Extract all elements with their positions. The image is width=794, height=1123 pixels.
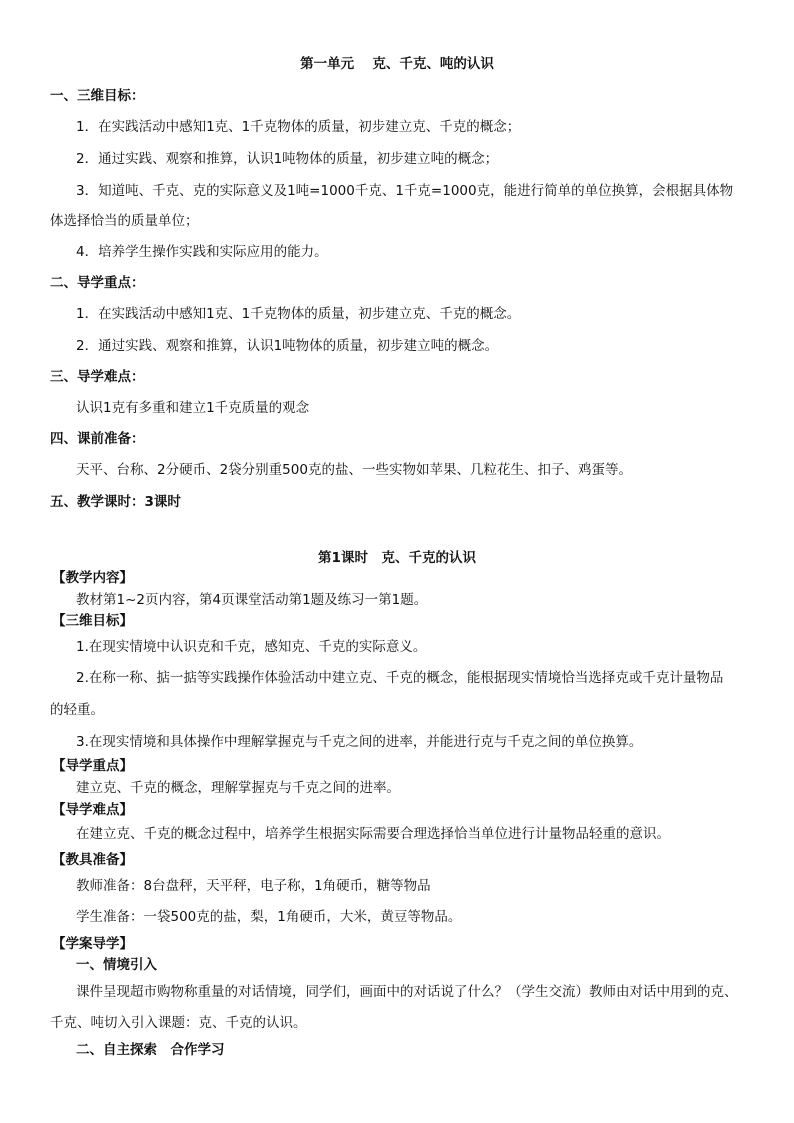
goal-item: 3．知道吨、千克、克的实际意义及1吨=1000千克、1千克=1000克，能进行简单的单位换算，会根据具体物	[76, 183, 734, 199]
goal-item: 4．培养学生操作实践和实际应用的能力。	[76, 244, 328, 260]
unit-title: 第一单元 克、千克、吨的认识	[300, 56, 494, 72]
student-preparation: 学生准备：一袋500克的盐，梨，1角硬币，大米，黄豆等物品。	[76, 909, 462, 925]
section-heading-difficulty: 三、导学难点：	[50, 369, 145, 385]
guided-learning-heading: 【学案导学】	[52, 936, 133, 952]
scenario-paragraph-continued: 千克、吨切入引入课题：克、千克的认识。	[50, 1015, 307, 1031]
key-point-item: 2．通过实践、观察和推算，认识1吨物体的质量，初步建立吨的概念。	[76, 338, 499, 354]
lesson-title: 第1课时 克、千克的认识	[318, 550, 476, 566]
section-heading-preparation: 四、课前准备：	[50, 431, 145, 447]
lesson-key-heading: 【导学重点】	[52, 758, 133, 774]
section-heading-lessons: 五、教学课时：3课时	[50, 494, 181, 510]
step-heading: 一、情境引入	[76, 957, 157, 973]
section-heading-goals: 一、三维目标：	[50, 88, 145, 104]
three-goals-heading: 【三维目标】	[52, 613, 133, 629]
preparation-text: 天平、台称、2分硬币、2袋分别重500克的盐、一些实物如苹果、几粒花生、扣子、鸡蛋等。	[76, 462, 632, 478]
teaching-content-heading: 【教学内容】	[52, 570, 133, 586]
goal-item-continued: 体选择恰当的质量单位；	[50, 213, 199, 229]
tools-heading: 【教具准备】	[52, 852, 133, 868]
difficulty-text: 认识1克有多重和建立1千克质量的观念	[76, 400, 310, 416]
lesson-key-text: 建立克、千克的概念，理解掌握克与千克之间的进率。	[76, 780, 400, 796]
lesson-goal-item: 3.在现实情境和具体操作中理解掌握克与千克之间的进率，并能进行克与千克之间的单位换算。	[76, 734, 643, 750]
teacher-preparation: 教师准备：8台盘秤，天平秤，电子称，1角硬币，糖等物品	[76, 878, 431, 894]
section-heading-key-points: 二、导学重点：	[50, 275, 145, 291]
lesson-goal-item-continued: 的轻重。	[50, 702, 104, 718]
lesson-difficulty-heading: 【导学难点】	[52, 802, 133, 818]
lesson-difficulty-text: 在建立克、千克的概念过程中，培养学生根据实际需要合理选择恰当单位进行计量物品轻重的意识。	[76, 826, 670, 842]
teaching-content-text: 教材第1~2页内容，第4页课堂活动第1题及练习一第1题。	[76, 592, 428, 608]
lesson-goal-item: 1.在现实情境中认识克和千克，感知克、千克的实际意义。	[76, 639, 427, 655]
scenario-paragraph: 课件呈现超市购物称重量的对话情境，同学们，画面中的对话说了什么？（学生交流）教师由对话中用到的克、	[76, 984, 738, 1000]
key-point-item: 1．在实践活动中感知1克、1千克物体的质量，初步建立克、千克的概念。	[76, 306, 521, 322]
goal-item: 2．通过实践、观察和推算，认识1吨物体的质量，初步建立吨的概念；	[76, 151, 499, 167]
goal-item: 1．在实践活动中感知1克、1千克物体的质量，初步建立克、千克的概念；	[76, 119, 521, 135]
step-heading: 二、自主探索 合作学习	[76, 1042, 225, 1058]
lesson-goal-item: 2.在称一称、掂一掂等实践操作体验活动中建立克、千克的概念，能根据现实情境恰当选择克或千克计量物品	[76, 670, 724, 686]
